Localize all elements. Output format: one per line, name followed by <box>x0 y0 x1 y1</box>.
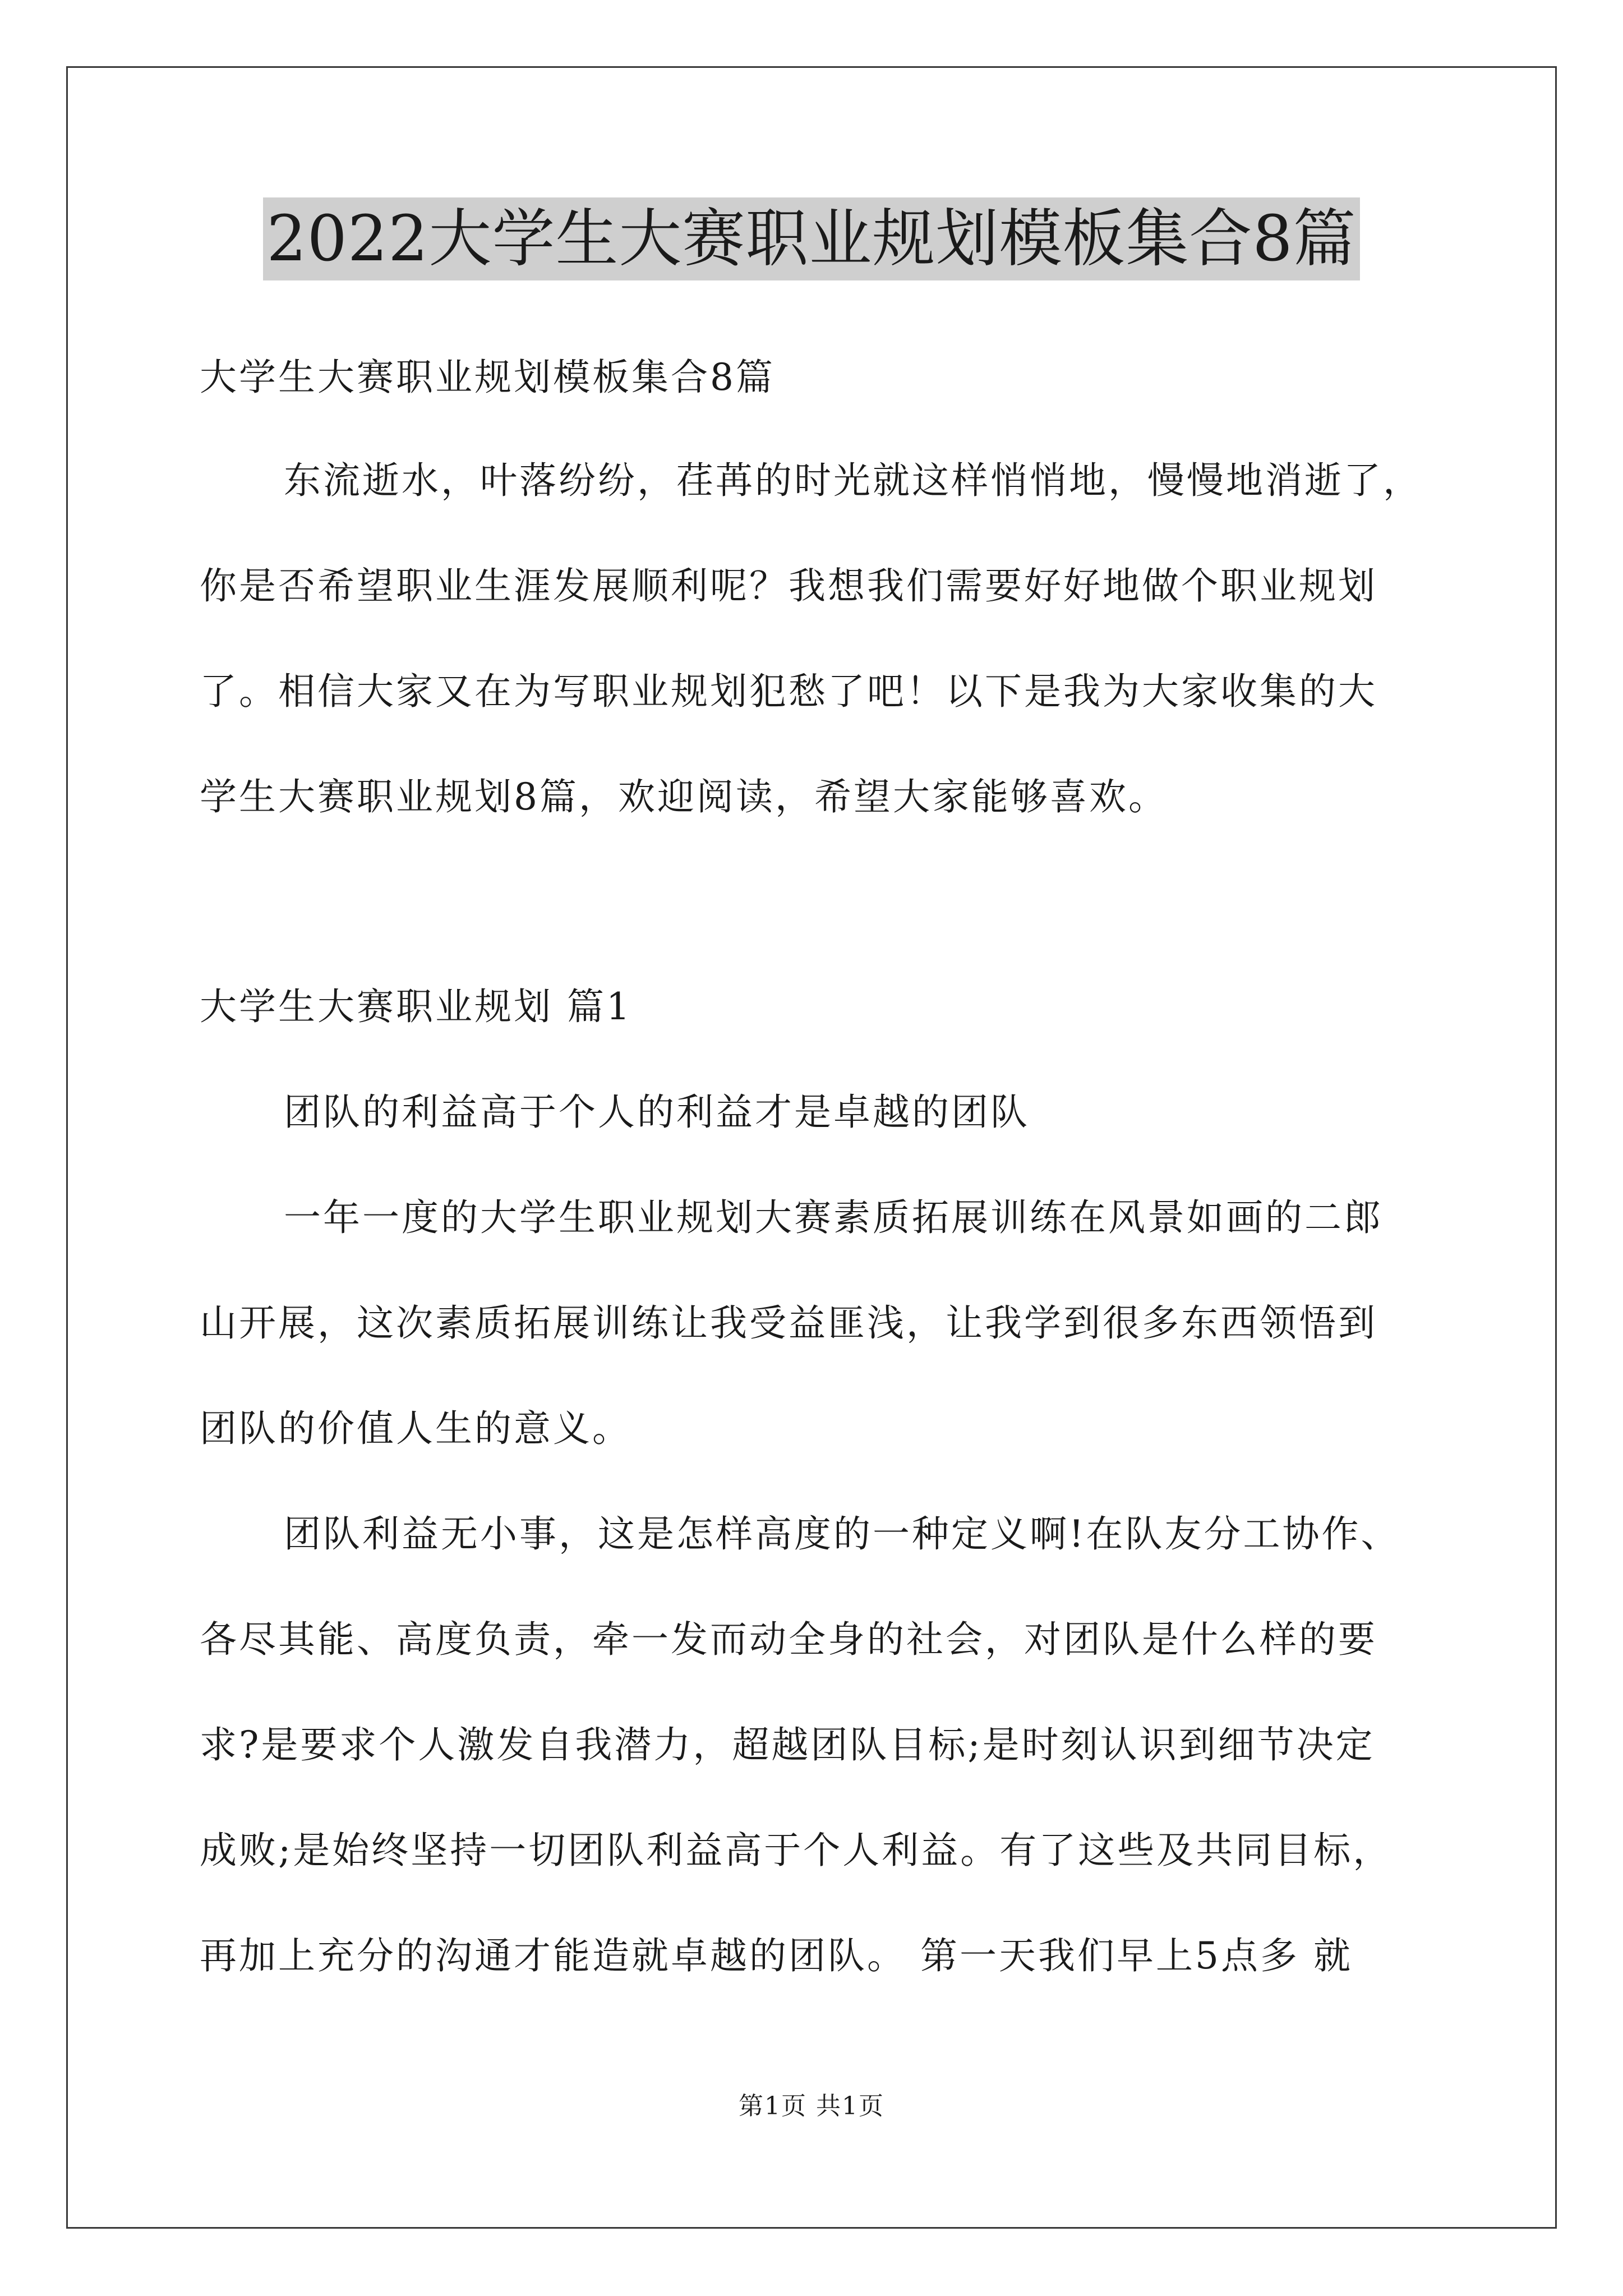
paragraph-line: 团队利益无小事，这是怎样高度的一种定义啊!在队友分工协作、 <box>284 1512 1400 1556</box>
paragraph-line: 团队的价值人生的意义。 <box>200 1407 631 1450</box>
paragraph-line: 成败;是始终坚持一切团队利益高于个人利益。有了这些及共同目标， <box>200 1829 1393 1872</box>
paragraph-line: 一年一度的大学生职业规划大赛素质拓展训练在风景如画的二郎 <box>284 1196 1383 1239</box>
paragraph-line: 再加上充分的沟通才能造就卓越的团队。 第一天我们早上5点多 就 <box>200 1934 1353 1977</box>
paragraph-line: 各尽其能、高度负责，牵一发而动全身的社会，对团队是什么样的要 <box>200 1618 1377 1661</box>
paragraph-line: 求?是要求个人激发自我潜力，超越团队目标;是时刻认识到细节决定 <box>200 1723 1375 1766</box>
title-container <box>0 197 1623 280</box>
document-subtitle: 大学生大赛职业规划模板集合8篇 <box>200 356 775 399</box>
intro-line: 你是否希望职业生涯发展顺利呢？我想我们需要好好地做个职业规划 <box>200 564 1377 608</box>
section-heading: 大学生大赛职业规划 篇1 <box>200 985 632 1028</box>
document-title: 2022大学生大赛职业规划模板集合8篇 <box>263 197 1359 280</box>
intro-line: 东流逝水，叶落纷纷，荏苒的时光就这样悄悄地，慢慢地消逝了， <box>284 459 1422 502</box>
paragraph-line: 山开展，这次素质拓展训练让我受益匪浅，让我学到很多东西领悟到 <box>200 1301 1377 1345</box>
intro-line: 了。相信大家又在为写职业规划犯愁了吧！以下是我为大家收集的大 <box>200 670 1377 713</box>
page-number-footer: 第1页 共1页 <box>739 2092 884 2120</box>
intro-line: 学生大赛职业规划8篇，欢迎阅读，希望大家能够喜欢。 <box>200 775 1168 818</box>
section-subtitle: 团队的利益高于个人的利益才是卓越的团队 <box>284 1091 1030 1134</box>
